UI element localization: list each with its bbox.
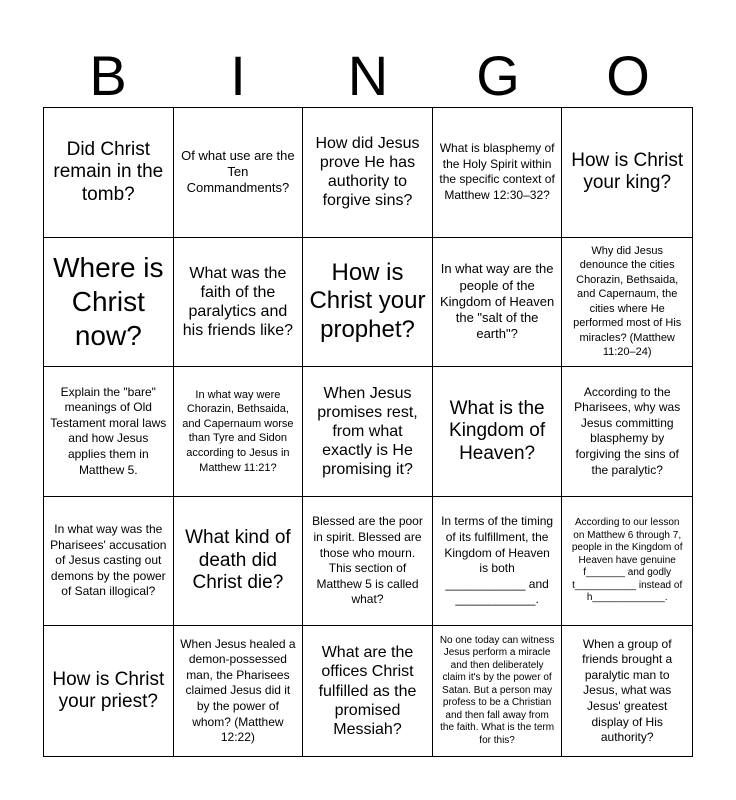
bingo-grid <box>43 107 693 757</box>
bingo-cell: How did Jesus prove He has authority to forgive sins? <box>303 108 433 238</box>
bingo-cell: In what way are the people of the Kingdom of Heaven the "salt of the earth"? <box>433 238 563 368</box>
header-letter-b: B <box>89 44 127 107</box>
bingo-cell: What are the offices Christ fulfilled as the promised Messiah? <box>303 626 433 756</box>
bingo-cell: No one today can witness Jesus perform a miracle and then deliberately claim it's by the power of Satan. But a person may profess to be a Christian and then fall away from the faith. What is the term for this? <box>433 626 563 756</box>
bingo-cell: In terms of the timing of its fulfillment, the Kingdom of Heaven is both ____________ and ____________. <box>433 497 563 627</box>
bingo-cell: Of what use are the Ten Commandments? <box>174 108 304 238</box>
header-letter-g: G <box>476 44 520 107</box>
bingo-cell: Where is Christ now? <box>44 238 174 368</box>
header-letter-i: I <box>230 44 246 107</box>
bingo-cell: When Jesus promises rest, from what exactly is He promising it? <box>303 367 433 497</box>
bingo-cell: What was the faith of the paralytics and his friends like? <box>174 238 304 368</box>
bingo-cell: How is Christ your king? <box>562 108 692 238</box>
bingo-cell: According to the Pharisees, why was Jesus committing blasphemy by forgiving the sins of the paralytic? <box>562 367 692 497</box>
header-letter-n: N <box>347 44 389 107</box>
bingo-cell: According to our lesson on Matthew 6 through 7, people in the Kingdom of Heaven have genuine f_______ and godly t___________ instead of h_____________. <box>562 497 692 627</box>
bingo-cell: Blessed are the poor in spirit. Blessed are those who mourn. This section of Matthew 5 is called what? <box>303 497 433 627</box>
bingo-cell: How is Christ your prophet? <box>303 238 433 368</box>
bingo-cell: In what way were Chorazin, Bethsaida, and Capernaum worse than Tyre and Sidon according to Jesus in Matthew 11:21? <box>174 367 304 497</box>
header-letter-o: O <box>606 44 650 107</box>
bingo-cell: What is blasphemy of the Holy Spirit within the specific context of Matthew 12:30–32? <box>433 108 563 238</box>
bingo-header <box>43 45 693 107</box>
bingo-cell: In what way was the Pharisees' accusation of Jesus casting out demons by the power of Satan illogical? <box>44 497 174 627</box>
bingo-cell: When Jesus healed a demon-possessed man, the Pharisees claimed Jesus did it by the power of whom? (Matthew 12:22) <box>174 626 304 756</box>
bingo-cell: When a group of friends brought a paralytic man to Jesus, what was Jesus' greatest display of His authority? <box>582 636 673 745</box>
bingo-cell: What kind of death did Christ die? <box>174 497 304 627</box>
bingo-cell: Why did Jesus denounce the cities Chorazin, Bethsaida, and Capernaum, the cities where He performed most of His miracles? (Matthew 11:20–24) <box>562 238 692 368</box>
bingo-cell: What is the Kingdom of Heaven? <box>433 367 563 497</box>
bingo-cell: Did Christ remain in the tomb? <box>44 108 174 238</box>
bingo-cell: How is Christ your priest? <box>44 626 174 756</box>
bingo-cell: Explain the "bare" meanings of Old Testament moral laws and how Jesus applies them in Matthew 5. <box>44 367 174 497</box>
